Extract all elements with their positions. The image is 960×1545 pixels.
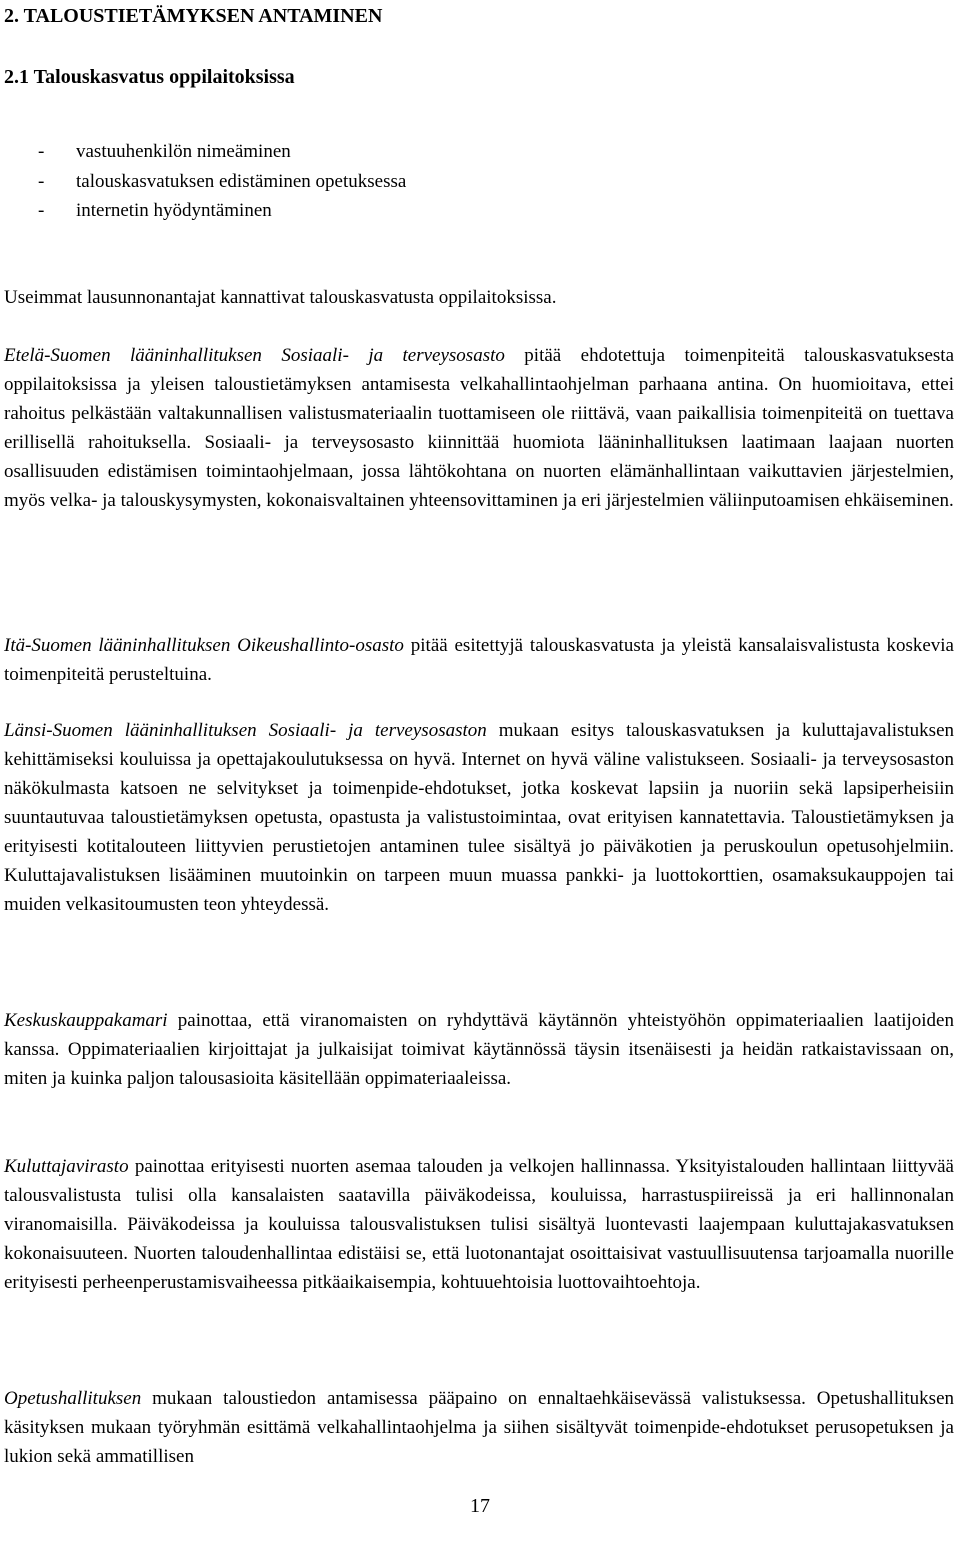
paragraph-text: mukaan esitys talouskasvatuksen ja kuluttajavalistuksen kehittämiseksi kouluissa ja opettajakoulutuksessa on hyvä. Internet on hyvä väline valistukseen. Sosiaali- ja terveysosaston näkökulmasta katsoen ne selvitykset ja toimenpide-ehdotukset, jotka koskevat lapsiin ja nuoriin sekä lapsiperheisiin suuntautuvaa taloustietämyksen opetusta, opastusta ja valistustoimintaa, ovat erityisen kannatettavia. Taloustietämyksen ja erityisesti kotitalouteen liittyvien perustietojen antaminen tulee sisältyä jo päiväkotien ja peruskoulun opetusohjelmiin. Kuluttajavalistuksen lisääminen muutoinkin on tarpeen muun muassa pankki- ja luottokorttien, osamaksukauppojen tai muiden velkasitoumusten teon yhteydessä. [4,720,955,915]
paragraph [4,716,954,919]
paragraph-text: painottaa, että viranomaisten on ryhdyttävä käytännön yhteistyöhön oppimateriaalien laatijoiden kanssa. Oppimateriaalien kirjoittajat ja julkaisijat toimivat käytännössä täysin itsenäisesti ja heidän ratkaistavissaan on, miten ja kuinka paljon talousasioita käsitellään oppimateriaaleissa. [4,1010,954,1089]
paragraph [4,1384,954,1471]
organization-name: Etelä-Suomen lääninhallituksen Sosiaali- ja terveysosasto [4,345,505,366]
organization-name: Kuluttajavirasto [4,1156,129,1177]
intro-paragraph: Useimmat lausunnonantajat kannattivat talouskasvatusta oppilaitoksissa. [4,287,557,308]
section-title: 2.1 Talouskasvatus oppilaitoksissa [4,66,295,88]
paragraph [4,631,954,689]
paragraph-text: pitää esitettyjä talouskasvatusta ja yleistä kansalaisvalistusta koskevia toimenpiteitä perusteltuina. [4,635,954,685]
bullet-marker: - [38,170,45,192]
paragraph [4,1152,954,1297]
list-item [4,167,406,197]
bullet-marker: - [38,141,45,162]
chapter-title: 2. TALOUSTIETÄMYKSEN ANTAMINEN [4,5,383,27]
paragraph [4,341,954,515]
paragraph-text: mukaan taloustiedon antamisessa pääpaino on ennaltaehkäisevässä valistuksessa. Opetushallituksen käsityksen mukaan työryhmän esittämä velkahallintaohjelma ja siihen sisältyvät toimenpide-ehdotukset perusopetuksen ja lukion sekä ammatillisen [4,1388,954,1467]
list-item-text: talouskasvatuksen edistäminen opetuksessa [76,170,407,192]
organization-name: Opetushallituksen [4,1388,142,1409]
list-item [4,137,406,167]
list-item [4,196,406,226]
paragraph-text: pitää ehdotettuja toimenpiteitä talouskasvatuksesta oppilaitoksissa ja yleisen taloustietämyksen antamisesta velkahallintaohjelman parhaana antina. On huomioitava, ettei rahoitus pelkästään valtakunnallisen valistusmateriaalin tuottamiseen ole riittävä, vaan paikallisia toimenpiteitä on tuettava erillisellä rahoituksella. Sosiaali- ja terveysosasto kiinnittää huomiota lääninhallituksen laatimaan laajaan nuorten osallisuuden edistämisen toimintaohjelmaan, jossa lähtökohtana on nuorten elämänhallintaan vaikuttavien järjestelmien, myös velka- ja talouskysymysten, kokonaisvaltainen yhteensovittaminen ja eri järjestelmien väliinputoamisen ehkäiseminen. [4,345,955,511]
bullet-marker: - [38,200,45,221]
organization-name: Keskuskauppakamari [4,1010,168,1031]
paragraph-text: painottaa erityisesti nuorten asemaa talouden ja velkojen hallinnassa. Yksityistalouden hallintaan liittyvää talousvalistusta tulisi olla kansalaisten saatavilla päiväkodeissa, kouluissa, harrastuspiireissä ja eri hallinnonalan viranomaisilla. Päiväkodeissa ja kouluissa talousvalistuksen tulisi sisältyä luontevasti laajempaan kuluttajakasvatuksen kokonaisuuteen. Nuorten taloudenhallintaa edistäisi se, että luotonantajat osoittaisivat vastuullisuutensa tarjoamalla nuorille erityisesti perheenperustamisvaiheessa pitkäaikaisempia, kohtuuehtoisia luottovaihtoehtoja. [4,1156,954,1293]
page-number: 17 [470,1495,490,1517]
organization-name: Itä-Suomen lääninhallituksen Oikeushallinto-osasto [4,635,404,656]
paragraph [4,1006,954,1093]
list-item-text: vastuuhenkilön nimeäminen [76,141,291,162]
bullet-list [4,137,406,226]
organization-name: Länsi-Suomen lääninhallituksen Sosiaali- ja terveysosaston [4,720,487,741]
list-item-text: internetin hyödyntäminen [76,200,272,221]
